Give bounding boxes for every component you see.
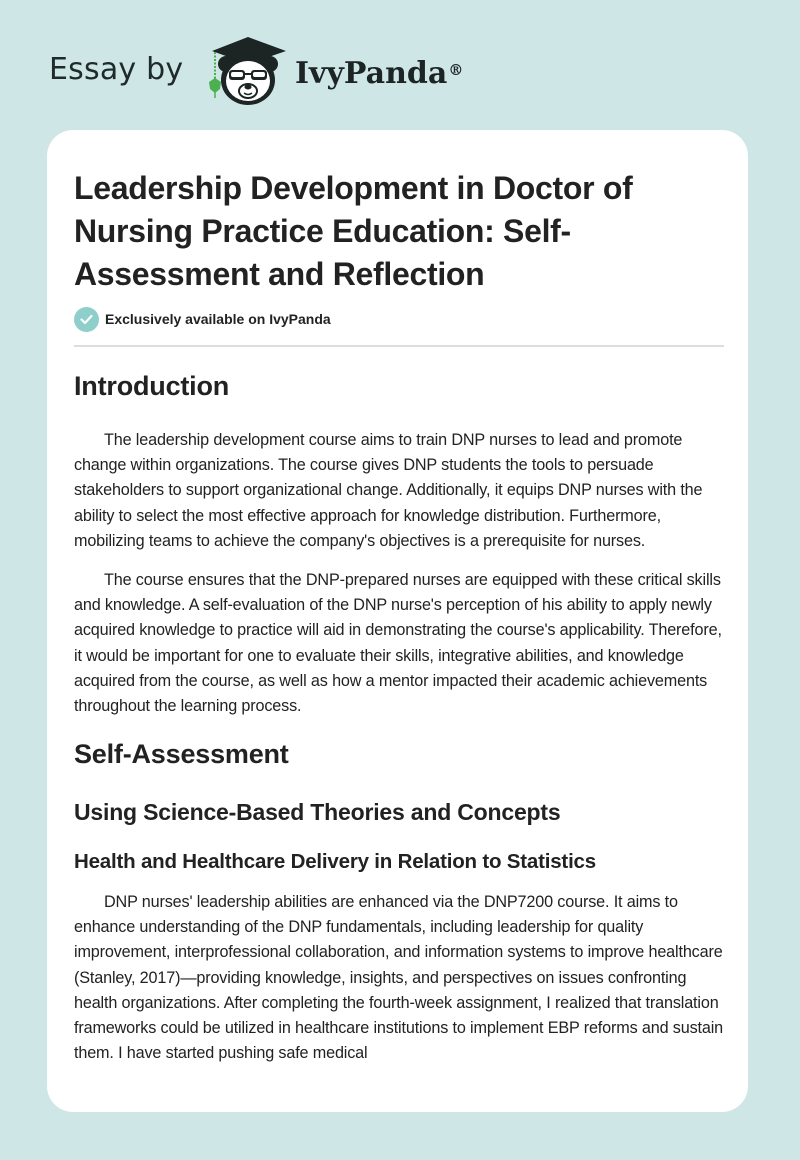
check-circle-icon [74, 307, 99, 332]
paragraph: The course ensures that the DNP-prepared nurses are equipped with these critical skills and knowledge. A self-evaluation of the DNP nurse's perception of his ability to apply newly acquired knowledge to practice will aid in demonstrating the course's applicability. Therefore, it would be important for one to evaluate their skills, integrative abilities, and knowledge acquired from the course, as well as how a mentor impacted their academic achievements throughout the learning process. [74, 571, 722, 716]
section-heading-self-assessment: Self-Assessment [74, 739, 289, 769]
essay-by-label: Essay by [49, 52, 184, 87]
paragraph: The leadership development course aims to train DNP nurses to lead and promote change within organizations. The course gives DNP students the tools to persuade stakeholders to support organizational change. Additionally, it equips DNP nurses with the ability to select the most effective approach for knowledge distribution. Furthermore, mobilizing teams to achieve the company's objectives is a prerequisite for nurses. [74, 431, 703, 550]
essay-card [47, 130, 748, 1112]
site-header [0, 0, 800, 120]
section-heading-introduction: Introduction [74, 371, 230, 401]
divider [74, 345, 724, 347]
panda-graduate-icon[interactable] [202, 34, 294, 108]
brand-name: IvyPanda [295, 56, 448, 91]
subheading-science-based-theories: Using Science-Based Theories and Concepts [74, 799, 561, 825]
registered-mark: ® [448, 61, 464, 79]
exclusive-text: Exclusively available on IvyPanda [105, 311, 331, 327]
brand-logo-text[interactable] [295, 56, 463, 92]
paragraph: DNP nurses' leadership abilities are enhanced via the DNP7200 course. It aims to enhance understanding of the DNP fundamentals, including leadership for quality improvement, interprofessional collaboration, and information systems to improve healthcare (Stanley, 2017)—providing knowledge, insights, and perspectives on issues confronting health organizations. After completing the fourth-week assignment, I realized that translation frameworks could be utilized in healthcare institutions to implement EBP reforms and sustain them. I have started pushing safe medical [74, 893, 724, 1063]
exclusive-badge [74, 306, 331, 332]
subsubheading-healthcare-statistics: Health and Healthcare Delivery in Relation to Statistics [74, 850, 596, 873]
essay-title: Leadership Development in Doctor of Nursing Practice Education: Self-Assessment and Reflection [74, 170, 633, 292]
